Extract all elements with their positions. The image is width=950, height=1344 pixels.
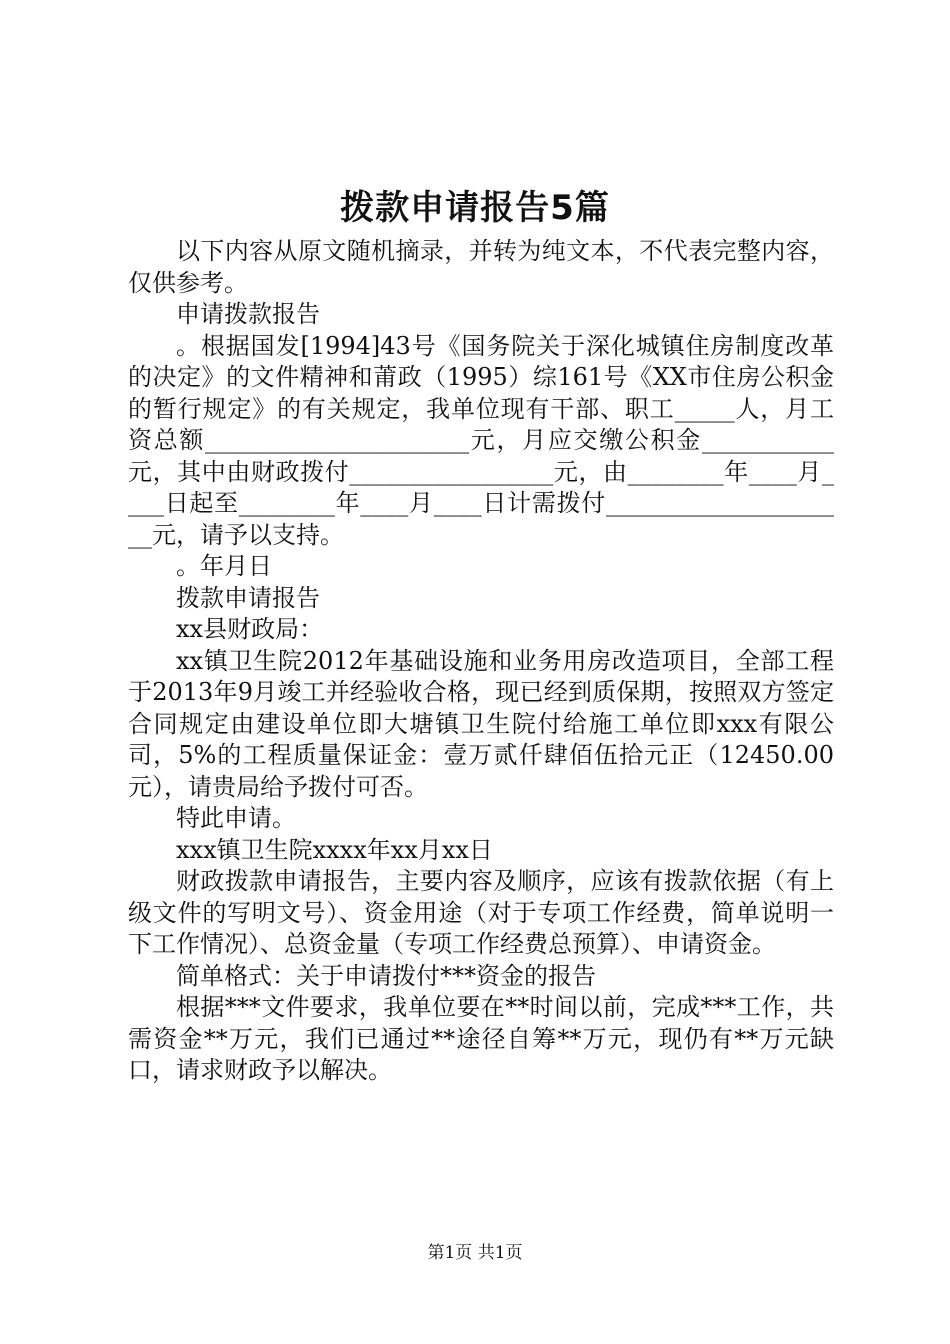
document-title: 拨款申请报告5篇 [340, 188, 610, 228]
paragraph-format-body: 根据***文件要求，我单位要在**时间以前，完成***工作，共需资金**万元，我们已通过**途径自筹**万元，现仍有**万元缺口，请求财政予以解决。 [128, 993, 834, 1084]
paragraph-format-title: 简单格式：关于申请拨付***资金的报告 [176, 961, 596, 990]
paragraph-guidance: 财政拨款申请报告，主要内容及顺序，应该有拨款依据（有上级文件的写明文号）、资金用途（对于专项工作经费，简单说明一下工作情况）、总资金量（专项工作经费总预算）、申请资金。 [128, 867, 834, 958]
document-body [128, 236, 834, 1087]
paragraph-addressee: xx县财政局： [176, 615, 324, 643]
paragraph-date-line: 。年月日 [176, 552, 272, 580]
paragraph-application-2: xx镇卫生院2012年基础设施和业务用房改造项目，全部工程于2013年9月竣工并经验收合格，现已经到质保期，按照双方签定合同规定由建设单位即大塘镇卫生院付给施工单位即xxx有限公司，5%的工程质量保证金：壹万贰仟肆佰伍拾元正（12450.00元），请贵局给予拨付可否。 [128, 646, 834, 801]
page-footer: 第1页 共1页 [427, 1243, 523, 1263]
paragraph-closing: 特此申请。 [176, 804, 296, 832]
paragraph-intro: 以下内容从原文随机摘录，并转为纯文本，不代表完整内容，仅供参考。 [128, 237, 834, 297]
paragraph-heading-1: 申请拨款报告 [176, 300, 320, 328]
paragraph-application-1: 。根据国发[1994]43号《国务院关于深化城镇住房制度改革的决定》的文件精神和莆政（1995）综161号《XX市住房公积金的暂行规定》的有关规定，我单位现有干部、职工_____人，月工资总额______________________元，月应交缴公积金___________元，其中由财政拨付_________________元，由________年____月____日起至________年____月____日计需拨付_____________________元，请予以支持。 [128, 331, 834, 549]
paragraph-heading-2: 拨款申请报告 [176, 583, 320, 612]
paragraph-signature: xxx镇卫生院xxxx年xx月xx日 [176, 835, 493, 864]
